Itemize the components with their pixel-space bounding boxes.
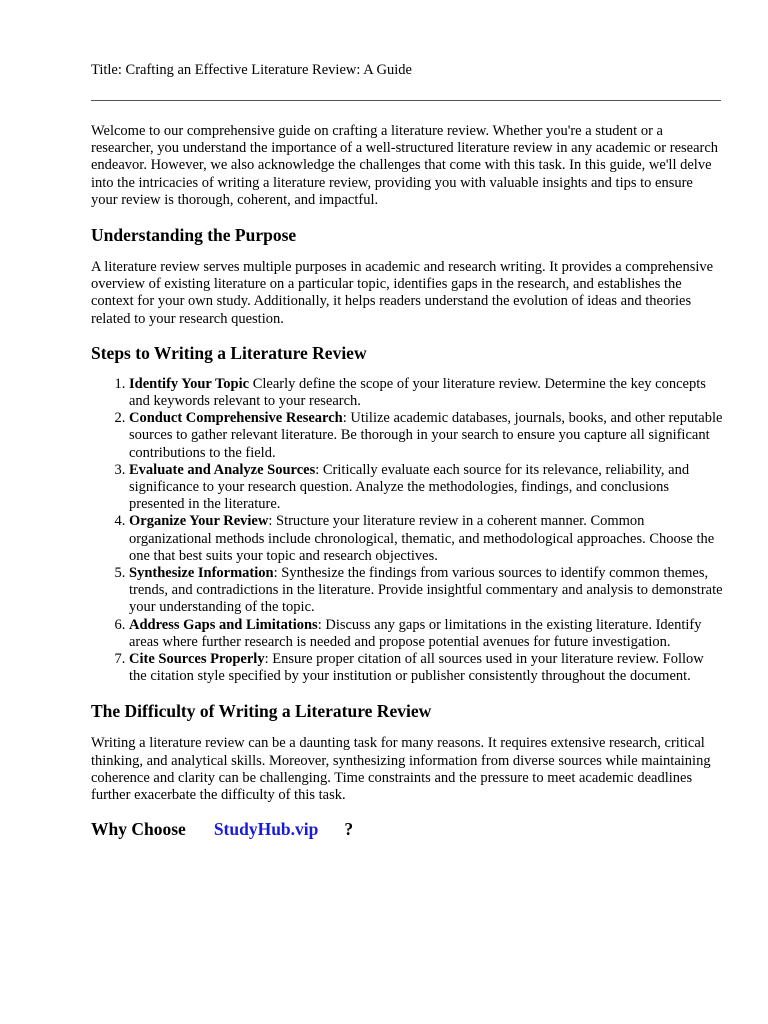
step-item: [129, 513, 723, 565]
step-text: Clearly define the scope of your literature review. Determine the key concepts and keywords relevant to your research.: [129, 375, 706, 410]
why-choose-suffix: ?: [344, 819, 354, 840]
steps-heading: Steps to Writing a Literature Review: [91, 342, 367, 363]
step-separator: :: [342, 410, 351, 427]
why-choose-heading: [91, 818, 723, 840]
step-separator: :: [273, 565, 282, 582]
step-name: Conduct Comprehensive Research: [129, 410, 343, 427]
step-name: Evaluate and Analyze Sources: [129, 461, 316, 478]
step-name: Identify Your Topic: [129, 375, 250, 392]
step-text: Discuss any gaps or limitations in the existing literature. Identify areas where further research is needed and propose potential avenues for future investigation.: [129, 616, 702, 650]
purpose-paragraph: A literature review serves multiple purposes in academic and research writing. It provides a comprehensive overview of existing literature on a particular topic, identifies gaps in the research, and establishes the context for your own study. Additionally, it helps readers understand the evolution of ideas and theories related to your research question.: [91, 259, 714, 327]
step-name: Address Gaps and Limitations: [129, 616, 318, 633]
difficulty-paragraph: Writing a literature review can be a daunting task for many reasons. It requires extensive research, critical thinking, and analytical skills. Moreover, synthesizing information from diverse sources while maintaining coherence and clarity can be challenging. Time constraints and the pressure to meet academic deadlines further exacerbate the difficulty of this task.: [91, 735, 711, 804]
step-text: Critically evaluate each source for its relevance, reliability, and significance to your research question. Analyze the methodologies, findings, and conclusions presented in the literature.: [129, 461, 690, 513]
step-item: [129, 565, 723, 617]
studyhub-link[interactable]: StudyHub.vip: [213, 819, 319, 840]
title-divider: [91, 100, 721, 101]
step-item: [129, 462, 723, 514]
step-text: Utilize academic databases, journals, books, and other reputable sources to gather relevant literature. Be thorough in your search to ensure you capture all significant contributions to the field.: [129, 410, 723, 461]
step-name: Cite Sources Properly: [129, 651, 265, 668]
intro-paragraph: Welcome to our comprehensive guide on crafting a literature review. Whether you're a student or a researcher, you understand the importance of a well-structured literature review in any academic or research endeavor. However, we also acknowledge the challenges that come with this task. In this guide, we'll delve into the intricacies of writing a literature review, providing you with valuable insights and tips to ensure your review is thorough, coherent, and impactful.: [91, 123, 719, 208]
document-title: Title: Crafting an Effective Literature Review: A Guide: [91, 62, 412, 78]
step-name: Organize Your Review: [129, 513, 269, 530]
difficulty-heading: The Difficulty of Writing a Literature Review: [91, 701, 432, 722]
step-separator: :: [264, 651, 273, 668]
steps-list: [91, 376, 723, 686]
purpose-heading: Understanding the Purpose: [91, 225, 297, 246]
step-separator: :: [268, 513, 276, 530]
step-name: Synthesize Information: [129, 565, 274, 582]
step-text: Synthesize the findings from various sources to identify common themes, trends, and contradictions in the literature. Provide insightful commentary and analysis to demonstrate your understanding of the topic.: [129, 565, 723, 616]
document-body: [91, 123, 723, 840]
step-text: Ensure proper citation of all sources used in your literature review. Follow the citation style specified by your institution or publisher consistently throughout the document.: [129, 651, 704, 685]
step-item: [129, 617, 723, 651]
step-separator: :: [315, 461, 323, 478]
step-item: [129, 651, 723, 685]
step-item: [129, 410, 723, 462]
step-text: Structure your literature review in a coherent manner. Common organizational methods include chronological, thematic, and methodological approaches. Choose the one that best suits your topic and research objectives.: [129, 513, 715, 564]
step-separator: :: [317, 616, 326, 633]
step-item: [129, 376, 723, 410]
why-choose-prefix: Why Choose: [91, 819, 186, 840]
